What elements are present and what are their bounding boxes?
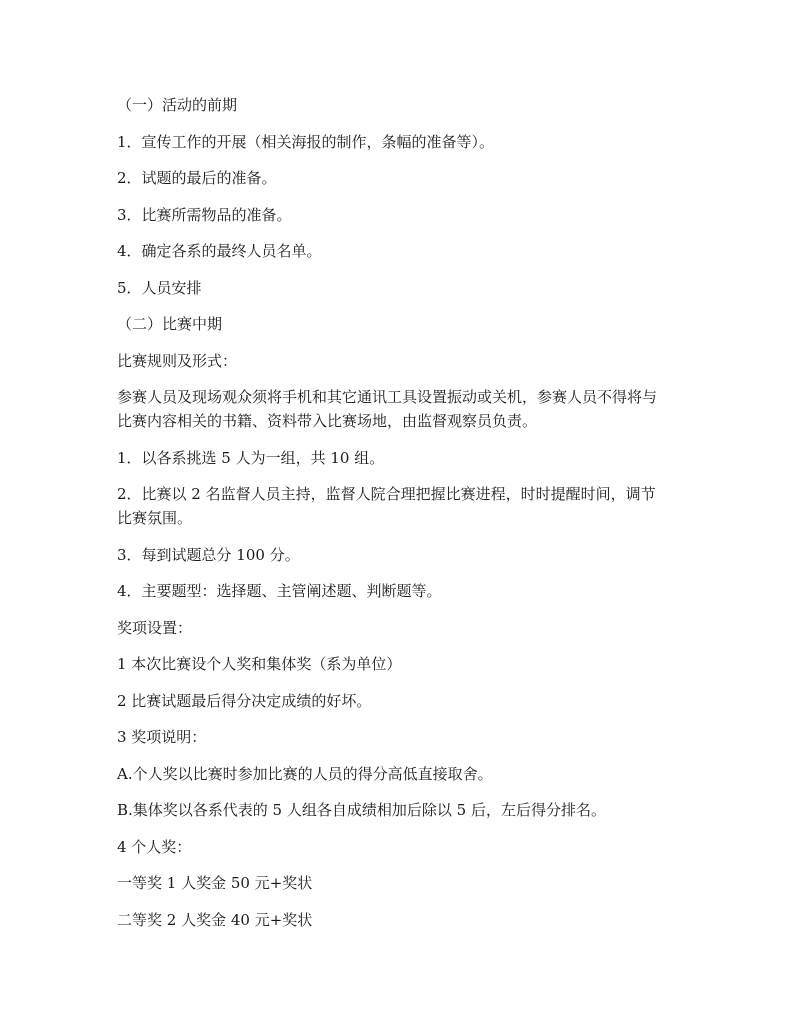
list-item: 4．主要题型：选择题、主管阐述题、判断题等。 xyxy=(117,582,442,600)
list-item: 2．试题的最后的准备。 xyxy=(117,169,277,187)
list-item: 1 本次比赛设个人奖和集体奖（系为单位） xyxy=(117,655,402,673)
rules-paragraph xyxy=(117,385,687,433)
list-item: 1．以各系挑选 5 人为一组，共 10 组。 xyxy=(117,448,385,467)
list-item: 3 奖项说明： xyxy=(117,728,207,746)
document-page xyxy=(117,93,687,944)
paragraph-line: 比赛内容相关的书籍、资料带入比赛场地，由监督观察员负责。 xyxy=(117,412,538,430)
section-heading-mid: （二）比赛中期 xyxy=(117,315,223,333)
section-heading-pre: （一）活动的前期 xyxy=(117,96,238,114)
paragraph-line: 比赛氛围。 xyxy=(117,509,193,527)
list-item: 1．宣传工作的开展（相关海报的制作，条幅的准备等）。 xyxy=(117,132,495,151)
list-item: 一等奖 1 人奖金 50 元+奖状 xyxy=(117,874,313,892)
awards-label: 奖项设置： xyxy=(117,618,193,637)
list-item: 二等奖 2 人奖金 40 元+奖状 xyxy=(117,910,313,929)
paragraph-line: 参赛人员及现场观众须将手机和其它通讯工具设置振动或关机，参赛人员不得将与 xyxy=(117,388,658,406)
list-item: 3．每到试题总分 100 分。 xyxy=(117,545,300,564)
list-item: 3．比赛所需物品的准备。 xyxy=(117,205,292,224)
list-item: 4．确定各系的最终人员名单。 xyxy=(117,242,322,260)
list-item: B.集体奖以各系代表的 5 人组各自成绩相加后除以 5 后，左后得分排名。 xyxy=(117,801,606,819)
list-item: 5．人员安排 xyxy=(117,278,202,297)
rules-label: 比赛规则及形式： xyxy=(117,351,238,370)
list-item xyxy=(117,482,687,530)
list-item: A.个人奖以比赛时参加比赛的人员的得分高低直接取舍。 xyxy=(117,764,493,783)
list-item: 4 个人奖： xyxy=(117,837,192,856)
paragraph-line: 2．比赛以 2 名监督人员主持，监督人院合理把握比赛进程，时时提醒时间，调节 xyxy=(117,485,656,503)
list-item: 2 比赛试题最后得分决定成绩的好坏。 xyxy=(117,691,372,710)
